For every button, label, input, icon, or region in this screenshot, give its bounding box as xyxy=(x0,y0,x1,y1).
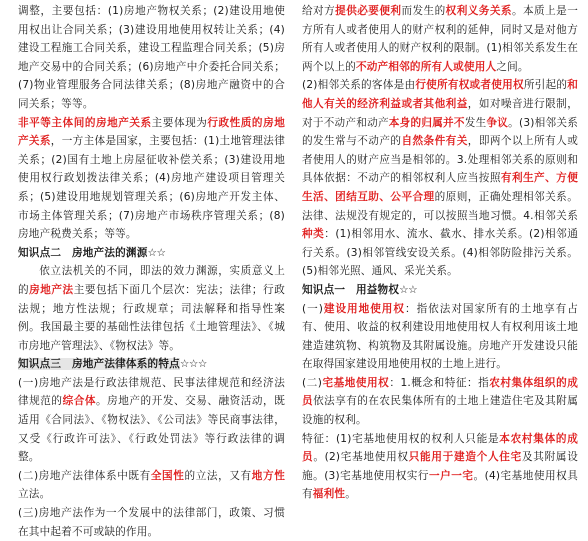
paragraph-feature-three: (三)房地产法作为一个发展中的法律部门，政策、习惯在其中起着不可或缺的作用。 xyxy=(18,507,285,538)
body-text: 。(3)相邻关系的发生常与不动产的 xyxy=(302,116,579,148)
body-text: ，如对噪音进行限制，对于不动产和动产 xyxy=(302,97,579,129)
highlight-text: 行政性质的房地产关系 xyxy=(18,116,286,148)
body-text: 之间。 xyxy=(496,60,529,73)
body-text: 。房地产的开发、交易、融资活动，既适用《合同法》、《物权法》、《公司法》等民商事法律，又受《行政许可法》、《行政处罚法》等行政法律的调整。 xyxy=(18,395,285,464)
left-column xyxy=(0,0,293,538)
star-rating: ☆☆☆ xyxy=(179,358,207,371)
heading-text: 知识点一 用益物权 xyxy=(302,283,400,296)
body-text: ：1.概念和特征：指 xyxy=(389,376,490,389)
paragraph-adjacency-object xyxy=(302,76,578,281)
star-rating: ☆☆ xyxy=(399,283,418,296)
highlight-text: 权利义务关系 xyxy=(445,5,512,17)
highlight-text: 不动产相邻的所有人或使用人 xyxy=(355,60,497,73)
body-text: 而发生的 xyxy=(401,5,446,17)
highlight-text: 宅基地使用权 xyxy=(322,376,390,389)
highlight-text: 和他人有关的经济利益或者其他利益 xyxy=(302,79,579,110)
highlight-text: 本农村集体的成员 xyxy=(302,432,579,464)
body-text: 的立法，又有 xyxy=(184,469,252,482)
paragraph-administrative-relations xyxy=(18,114,285,244)
body-text: ：指依法对国家所有的土地享有占有、使用、收益的权利建设用地使用权人有权利用该土地建造建筑物、构筑物及其附属设施。房地产开发建设只能在取得国家建设用地使用权的土地上进行。 xyxy=(302,302,579,371)
body-text: (二) xyxy=(302,376,323,389)
highlight-text: 建设用地使用权 xyxy=(323,302,405,315)
body-text: 。本质上是一方所有人或者使用人的财产权利的延伸，同时又是对他方所有人或者使用人的财产权利的限制。(1)相邻关系发生在两个以上的 xyxy=(302,5,578,73)
highlight-text: 地方性 xyxy=(251,469,285,482)
body-text: 的原则，正确处理相邻关系。法律、法规没有规定的，可以按照当地习惯。4.相邻关系 xyxy=(302,190,578,222)
body-text: 主要包括下面几个层次：宪法；法律；行政法规；地方性法规；行政规章；司法解释和指导性案例。我国最主要的基础性法律包括《土地管理法》、《城市房地产管理法》、《物权法》等。 xyxy=(18,283,285,352)
paragraph-sources xyxy=(18,262,285,355)
highlight-text: 福利性 xyxy=(312,488,346,501)
paragraph-feature-two xyxy=(18,467,285,504)
paragraph-homestead xyxy=(302,374,578,430)
highlight-text: 行使所有权或者使用权 xyxy=(415,79,524,92)
body-text: ，即两个以上所有人或者使用人的财产应当是相邻的。3.处理相邻关系的原则和具体依据：不动产的相邻权利人应当按照 xyxy=(302,135,579,185)
right-column xyxy=(293,0,588,512)
highlight-text: 自然条件有关 xyxy=(401,135,468,148)
highlight-text: 本身的归属并不 xyxy=(388,116,465,129)
body-text: (一)房地产法是行政法律规范、民事法律规范和经济法律规范的 xyxy=(18,376,285,408)
body-text: 立法。 xyxy=(18,488,51,501)
highlight-text: 有利生产、方便生活、团结互助、公平合理 xyxy=(302,172,578,203)
heading-text: 知识点二 房地产法的渊源 xyxy=(18,246,148,259)
highlight-text: 农村集体组织的成员 xyxy=(302,376,578,408)
body-text: 依立法机关的不同，即法的效力渊源，实质意义上的 xyxy=(18,265,285,296)
highlight-text: 争议 xyxy=(486,116,509,129)
body-text: ，一方主体是国家，主要包括：(1)土地管理法律关系；(2)国有土地上房屋征收补偿关系；(3)建设用地使用权行政划拨法律关系；(4)房地产建设项目管理关系；(5)建设用地规划管理关系；(6)房地产开发主体、市场主体管理关系；(7)房地产市场秩序管理关系；(8)房地产税费关系；等等。 xyxy=(18,135,285,241)
highlight-text: 种类 xyxy=(302,228,325,241)
body-text: 发生 xyxy=(464,116,487,129)
highlight-text: 一户一宅 xyxy=(429,469,474,482)
body-text: 依法享有的在农民集体所有的土地上建造住宅及其附属设施的权利。 xyxy=(302,395,578,427)
highlight-text: 全国性 xyxy=(150,469,185,482)
heading-text: 知识点三 房地产法律体系的特点 xyxy=(18,358,180,371)
paragraph-construction-land xyxy=(302,300,578,374)
body-text: (二)房地产法律体系中既有 xyxy=(18,469,151,482)
section-heading-usufruct xyxy=(302,281,578,300)
highlight-text: 综合体 xyxy=(62,395,96,408)
body-text: 。(4)宅基地使用权具有 xyxy=(302,469,578,501)
star-rating: ☆☆ xyxy=(147,246,166,259)
body-text: 主要体现为 xyxy=(151,116,208,129)
section-heading-sources xyxy=(18,244,285,263)
highlight-text: 非平等主体间的房地产关系 xyxy=(18,116,152,129)
body-text: ：(1)相邻用水、流水、截水、排水关系。(2)相邻通行关系。(3)相邻管线安设关系。(4)相邻防险排污关系。(5)相邻光照、通风、采光关系。 xyxy=(302,228,578,278)
highlight-text: 房地产法 xyxy=(29,283,74,296)
highlight-text: 提供必要便利 xyxy=(335,5,402,17)
section-heading-features xyxy=(18,355,285,374)
body-text: 所引起的 xyxy=(523,79,568,92)
body-text: (一) xyxy=(302,302,324,315)
body-text: 特征：(1)宅基地使用权的权利人只能是 xyxy=(302,432,500,445)
highlight-text: 只能用于建造个人住宅 xyxy=(408,451,522,464)
body-text: 及其附属设施。(3)宅基地使用权实行 xyxy=(302,451,579,482)
paragraph-civil-relations: 调整，主要包括：(1)房地产物权关系；(2)建设用地使用权出让合同关系；(3)建设用地使用权转让关系；(4)建设工程施工合同关系，建设工程监理合同关系；(5)房地产交易中的合同关系；(6)房地产中介委托合同关系；(7)物业管理服务合同法律关系；(8)房地产融资中的合同关系；等等。 xyxy=(18,5,285,110)
paragraph-homestead-features xyxy=(302,430,578,504)
body-text: 。(2)宅基地使用权 xyxy=(313,451,409,464)
body-text: 给对方 xyxy=(302,5,336,17)
paragraph-feature-one xyxy=(18,374,285,467)
body-text: (2)相邻关系的客体是由 xyxy=(302,79,416,92)
paragraph-adjacency-nature xyxy=(302,2,578,76)
body-text: 。 xyxy=(345,488,356,501)
